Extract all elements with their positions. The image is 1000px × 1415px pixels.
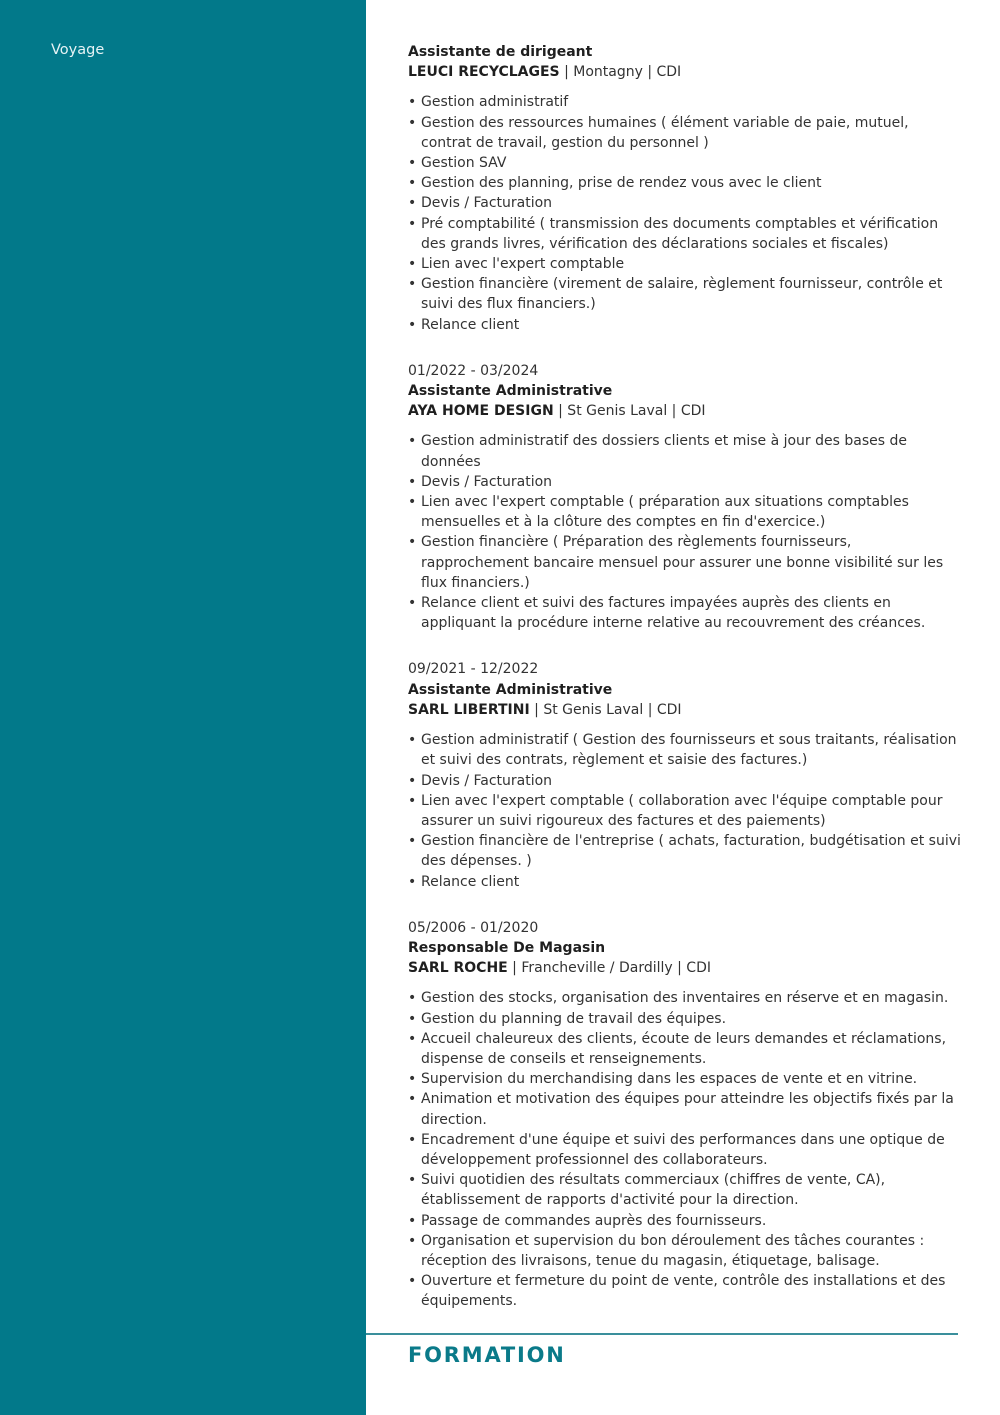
task-item: • Devis / Facturation [408, 193, 963, 213]
task-item: • Organisation et supervision du bon déroulement des tâches courantes : réception des livraisons, tenue du magasin, étiquetage, balisage. [408, 1231, 963, 1271]
job-title: Assistante Administrative [408, 383, 613, 400]
task-item: • Relance client [408, 872, 963, 892]
job-entry [408, 918, 963, 1312]
task-item: • Gestion SAV [408, 153, 963, 173]
job-details: | St Genis Laval | CDI [553, 403, 706, 420]
task-item: • Passage de commandes auprès des fournisseurs. [408, 1211, 963, 1231]
task-item: • Gestion du planning de travail des équipes. [408, 1009, 963, 1029]
job-company-line [408, 401, 963, 421]
job-company-line [408, 958, 963, 978]
task-item: • Gestion financière (virement de salaire, règlement fournisseur, contrôle et suivi des flux financiers.) [408, 274, 963, 314]
job-company: SARL ROCHE [408, 960, 508, 977]
formation-heading: FORMATION [408, 1343, 566, 1367]
task-item: • Gestion des planning, prise de rendez vous avec le client [408, 173, 963, 193]
task-item: • Relance client [408, 315, 963, 335]
task-item: • Gestion administratif [408, 92, 963, 112]
task-item: • Gestion des ressources humaines ( élément variable de paie, mutuel, contrat de travail, gestion du personnel ) [408, 113, 963, 153]
job-details: | Montagny | CDI [559, 64, 682, 81]
job-company: AYA HOME DESIGN [408, 403, 554, 420]
task-item: • Ouverture et fermeture du point de vente, contrôle des installations et des équipements. [408, 1271, 963, 1311]
job-company: LEUCI RECYCLAGES [408, 64, 560, 81]
task-item: • Devis / Facturation [408, 771, 963, 791]
experience-section [408, 42, 963, 1338]
job-date: 05/2006 - 01/2020 [408, 919, 539, 936]
task-item: • Gestion financière de l'entreprise ( achats, facturation, budgétisation et suivi des dépenses. ) [408, 831, 963, 871]
job-entry [408, 361, 963, 634]
job-date: 01/2022 - 03/2024 [408, 362, 539, 379]
job-entry [408, 659, 963, 891]
task-item: • Accueil chaleureux des clients, écoute de leurs demandes et réclamations, dispense de conseils et renseignements. [408, 1029, 963, 1069]
job-title: Assistante Administrative [408, 681, 613, 698]
job-details: | Francheville / Dardilly | CDI [507, 960, 711, 977]
job-date: 09/2021 - 12/2022 [408, 661, 539, 678]
job-entry [408, 42, 963, 335]
job-tasks [408, 730, 963, 892]
section-divider [366, 1333, 958, 1335]
task-item: • Gestion administratif des dossiers clients et mise à jour des bases de données [408, 431, 963, 471]
task-item: • Lien avec l'expert comptable [408, 254, 963, 274]
job-tasks [408, 988, 963, 1311]
job-tasks [408, 92, 963, 334]
task-item: • Suivi quotidien des résultats commerciaux (chiffres de vente, CA), établissement de rapports d'activité pour la direction. [408, 1170, 963, 1210]
job-company: SARL LIBERTINI [408, 701, 530, 718]
task-item: • Gestion administratif ( Gestion des fournisseurs et sous traitants, réalisation et suivi des contrats, règlement et saisie des factures.) [408, 730, 963, 770]
job-title: Responsable De Magasin [408, 939, 606, 956]
sidebar-item-voyage: Voyage [51, 42, 105, 58]
task-item: • Animation et motivation des équipes pour atteindre les objectifs fixés par la direction. [408, 1089, 963, 1129]
job-company-line [408, 700, 963, 720]
task-item: • Supervision du merchandising dans les espaces de vente et en vitrine. [408, 1069, 963, 1089]
task-item: • Lien avec l'expert comptable ( collaboration avec l'équipe comptable pour assurer un suivi rigoureux des factures et des paiements) [408, 791, 963, 831]
job-tasks [408, 431, 963, 633]
task-item: • Lien avec l'expert comptable ( préparation aux situations comptables mensuelles et à la clôture des comptes en fin d'exercice.) [408, 492, 963, 532]
job-details: | St Genis Laval | CDI [529, 701, 682, 718]
task-item: • Pré comptabilité ( transmission des documents comptables et vérification des grands livres, vérification des déclarations sociales et fiscales) [408, 214, 963, 254]
sidebar [0, 0, 366, 1415]
job-company-line [408, 62, 963, 82]
task-item: • Relance client et suivi des factures impayées auprès des clients en appliquant la procédure interne relative au recouvrement des créances. [408, 593, 963, 633]
task-item: • Devis / Facturation [408, 472, 963, 492]
task-item: • Encadrement d'une équipe et suivi des performances dans une optique de développement professionnel des collaborateurs. [408, 1130, 963, 1170]
job-title: Assistante de dirigeant [408, 44, 593, 60]
task-item: • Gestion financière ( Préparation des règlements fournisseurs, rapprochement bancaire mensuel pour assurer une bonne visibilité sur les flux financiers.) [408, 532, 963, 593]
task-item: • Gestion des stocks, organisation des inventaires en réserve et en magasin. [408, 988, 963, 1008]
